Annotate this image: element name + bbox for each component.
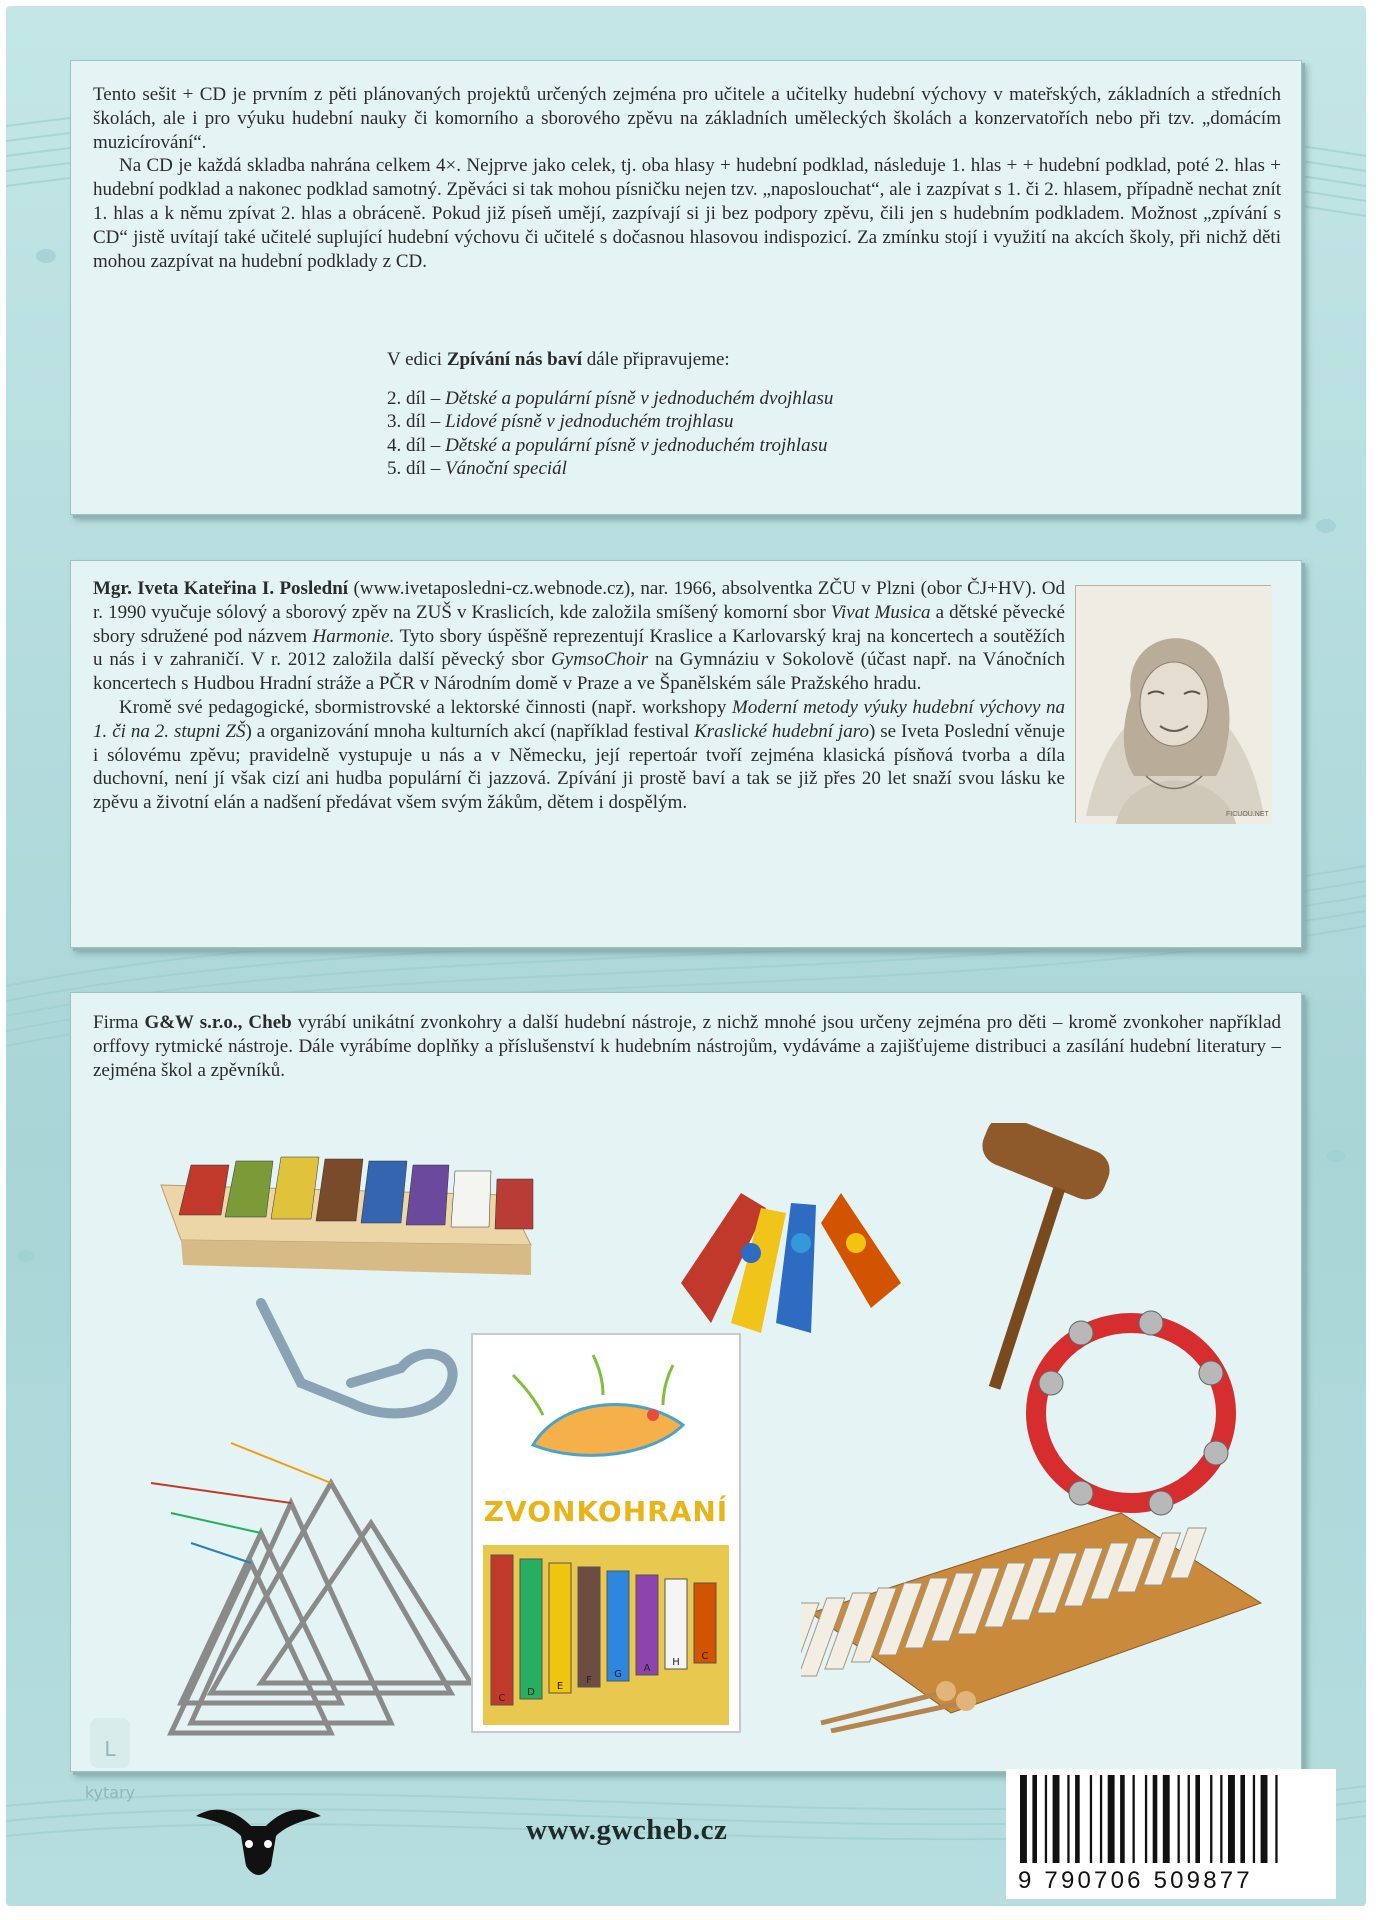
author-portrait bbox=[1075, 585, 1271, 823]
volume-item: 3. díl – Lidové písně v jednoduchém trojhlasu bbox=[387, 411, 734, 433]
bar-key bbox=[607, 1571, 629, 1681]
metallophone-image bbox=[801, 1493, 1271, 1733]
barcode-bar bbox=[1178, 1775, 1180, 1863]
barcode-bar bbox=[1253, 1775, 1255, 1863]
barcode-bar bbox=[1020, 1775, 1027, 1863]
barcode-bar bbox=[1228, 1775, 1235, 1863]
barcode-number: 9 790706 509877 bbox=[1018, 1867, 1253, 1894]
bar-key bbox=[520, 1559, 542, 1699]
bar-note-label: G bbox=[614, 1669, 622, 1680]
barcode-bar bbox=[1210, 1775, 1212, 1863]
barcode-bar bbox=[1195, 1775, 1200, 1863]
barcode-bar bbox=[1220, 1775, 1222, 1863]
bull-logo-icon bbox=[191, 1796, 326, 1881]
book-title: ZVONKOHRANÍ bbox=[483, 1495, 729, 1528]
back-cover bbox=[6, 6, 1366, 1906]
barcode-bar bbox=[1090, 1775, 1092, 1863]
bar-note-label: A bbox=[643, 1663, 651, 1674]
bar-key bbox=[665, 1579, 687, 1669]
barcode-bar bbox=[1032, 1775, 1037, 1863]
series-name: Zpívání nás baví bbox=[446, 349, 582, 370]
company-panel bbox=[70, 992, 1302, 1772]
barcode bbox=[1006, 1769, 1336, 1899]
barcode-bar bbox=[1275, 1775, 1277, 1863]
barcode-bar bbox=[1153, 1775, 1158, 1863]
intro-paragraph-1: Tento sešit + CD je prvním z pěti plánovaných projektů určených zejména pro učitele a učitelky hudební výchovy v mateřských, základních a středních školách, ale i pro výuku hudební nauky či komorního a sborového zpěvu na základních uměleckých školách a konzervatořích nebo při tzv. „domácím muzicírování“. bbox=[93, 84, 1281, 153]
series-prefix: V edici bbox=[387, 349, 443, 370]
bar-key bbox=[578, 1567, 600, 1687]
author-paragraph-2: Kromě své pedagogické, sbormistrovské a lektorské činnosti (např. workshopy Moderní metody výuky hudební výchovy na 1. či na 2. stupni ZŠ) a organizování mnoha kulturních akcí (například festival Kraslické hudební jaro) se Iveta Poslední věnuje i sólovému zpěvu; pravidelně vystupuje u nás a v Německu, její repertoár tvoří zejména klasická písňová tvorba a díla duchovní, není jí však cizí ani hudba populární či jazzová. Zpívání ji prostě baví a tak se již přes 20 let snaží svou lásku ke zpěvu a životní elán a nadšení předávat všem svým žákům, dětem i dospělým. bbox=[93, 696, 1065, 814]
barcode-bar bbox=[1261, 1775, 1268, 1863]
bar-note-label: E bbox=[556, 1681, 564, 1692]
kazoo-image bbox=[671, 1173, 931, 1353]
intro-panel bbox=[70, 60, 1302, 515]
volume-item: 2. díl – Dětské a populární písně v jednoduchém dvojhlasu bbox=[387, 387, 834, 409]
barcode-bar bbox=[1067, 1775, 1069, 1863]
glockenspiel-image bbox=[151, 1125, 551, 1285]
bar-key bbox=[549, 1563, 571, 1693]
book-bird-illustration bbox=[473, 1335, 739, 1505]
portrait-caption: FICUOU.NET bbox=[1226, 811, 1269, 818]
series-heading bbox=[387, 348, 1087, 372]
barcode-bar bbox=[1100, 1775, 1102, 1863]
barcode-bar bbox=[1045, 1775, 1047, 1863]
author-panel bbox=[70, 560, 1302, 948]
author-paragraph-1: Mgr. Iveta Kateřina I. Poslední (www.ivetaposledni-cz.webnode.cz), nar. 1966, absolventka ZČU v Plzni (obor ČJ+HV). Od r. 1990 vyučuje sólový a sborový zpěv na ZUŠ v Kraslicích, kde založila smíšený komorní sbor Vivat Musica a dětské pěvecké sbory sdružené pod názvem Harmonie. Tyto sbory úspěšně reprezentují Kraslice a Karlovarský kraj na koncertech a soutěžích u nás i v zahraničí. V r. 2012 založila další pěvecký sbor GymsoChoir na Gymnáziu v Sokolově (účast např. na Vánočních koncertech s Hudbou Hradní stráže a PČR v Národním domě v Praze a ve Španělském sále Pražského hradu. bbox=[93, 578, 1066, 695]
kytary-logo bbox=[72, 1698, 148, 1808]
barcode-bar bbox=[1188, 1775, 1190, 1863]
bar-note-label: C bbox=[701, 1651, 709, 1662]
bar-note-label: C bbox=[498, 1693, 506, 1704]
company-name: G&W s.r.o., Cheb bbox=[144, 1012, 292, 1033]
volume-item: 4. díl – Dětské a populární písně v jednoduchém trojhlasu bbox=[387, 434, 828, 456]
company-paragraph: Firma G&W s.r.o., Cheb vyrábí unikátní zvonkohry a další hudební nástroje, z nichž mnohé jsou určeny zejména pro děti – kromě zvonkoher například orffovy rytmické nástroje. Dále vyrábíme doplňky a příslušenství k hudebním nástrojům, vydáváme a zajišťujeme distribuci a zasílání hudební literatury – zejména škol a zpěvníků. bbox=[93, 1012, 1281, 1081]
website-url[interactable]: www.gwcheb.cz bbox=[526, 1814, 728, 1846]
barcode-bar bbox=[1053, 1775, 1060, 1863]
author-name: Mgr. Iveta Kateřina I. Poslední bbox=[93, 578, 349, 599]
bar-key bbox=[636, 1575, 658, 1675]
barcode-bar bbox=[1133, 1775, 1135, 1863]
bar-note-label: D bbox=[527, 1687, 535, 1698]
series-list bbox=[387, 348, 1087, 481]
intro-paragraph-2: Na CD je každá skladba nahrána celkem 4×. Nejprve jako celek, tj. oba hlasy + hudební podklad, následuje 1. hlas + + hudební podklad, poté 2. hlas + hudební podklad a nakonec podklad samotný. Zpěváci si tak mohou písničku nejen tzv. „naposlouchat“, ale i zazpívat s 1. či 2. hlasem, případně nechat znít 1. hlas a k němu zpívat 2. hlas a obráceně. Pokud již píseň umějí, zazpívají si ji bez podpory zpěvu, čili jen s hudebním podkladem. Možnost „zpívání s CD“ jistě uvítají také učitelé suplující hudební výchovu či učitelé s dočasnou hlasovou indispozicí. Za zmínku stojí i využití na akcích školy, při nichž děti mohou zazpívat na hudební podklady z CD. bbox=[93, 155, 1281, 272]
series-suffix: dále připravujeme: bbox=[586, 349, 730, 370]
bar-note-label: F bbox=[586, 1675, 592, 1686]
book-glockenspiel bbox=[483, 1545, 729, 1725]
volume-item: 5. díl – Vánoční speciál bbox=[387, 458, 567, 480]
barcode-bar bbox=[1120, 1775, 1125, 1863]
barcode-bar bbox=[1108, 1775, 1115, 1863]
barcode-bar bbox=[1145, 1775, 1147, 1863]
bar-note-label: H bbox=[672, 1657, 680, 1668]
kytary-logo-text: kytary bbox=[84, 1783, 136, 1802]
barcode-bars bbox=[1006, 1769, 1336, 1869]
barcode-bar bbox=[1240, 1775, 1245, 1863]
bar-key bbox=[491, 1555, 513, 1705]
barcode-bar bbox=[1163, 1775, 1170, 1863]
svg-text:L: L bbox=[104, 1737, 116, 1761]
barcode-bar bbox=[1075, 1775, 1080, 1863]
zvonkohrani-book bbox=[471, 1333, 741, 1733]
triangles-image bbox=[131, 1423, 511, 1743]
